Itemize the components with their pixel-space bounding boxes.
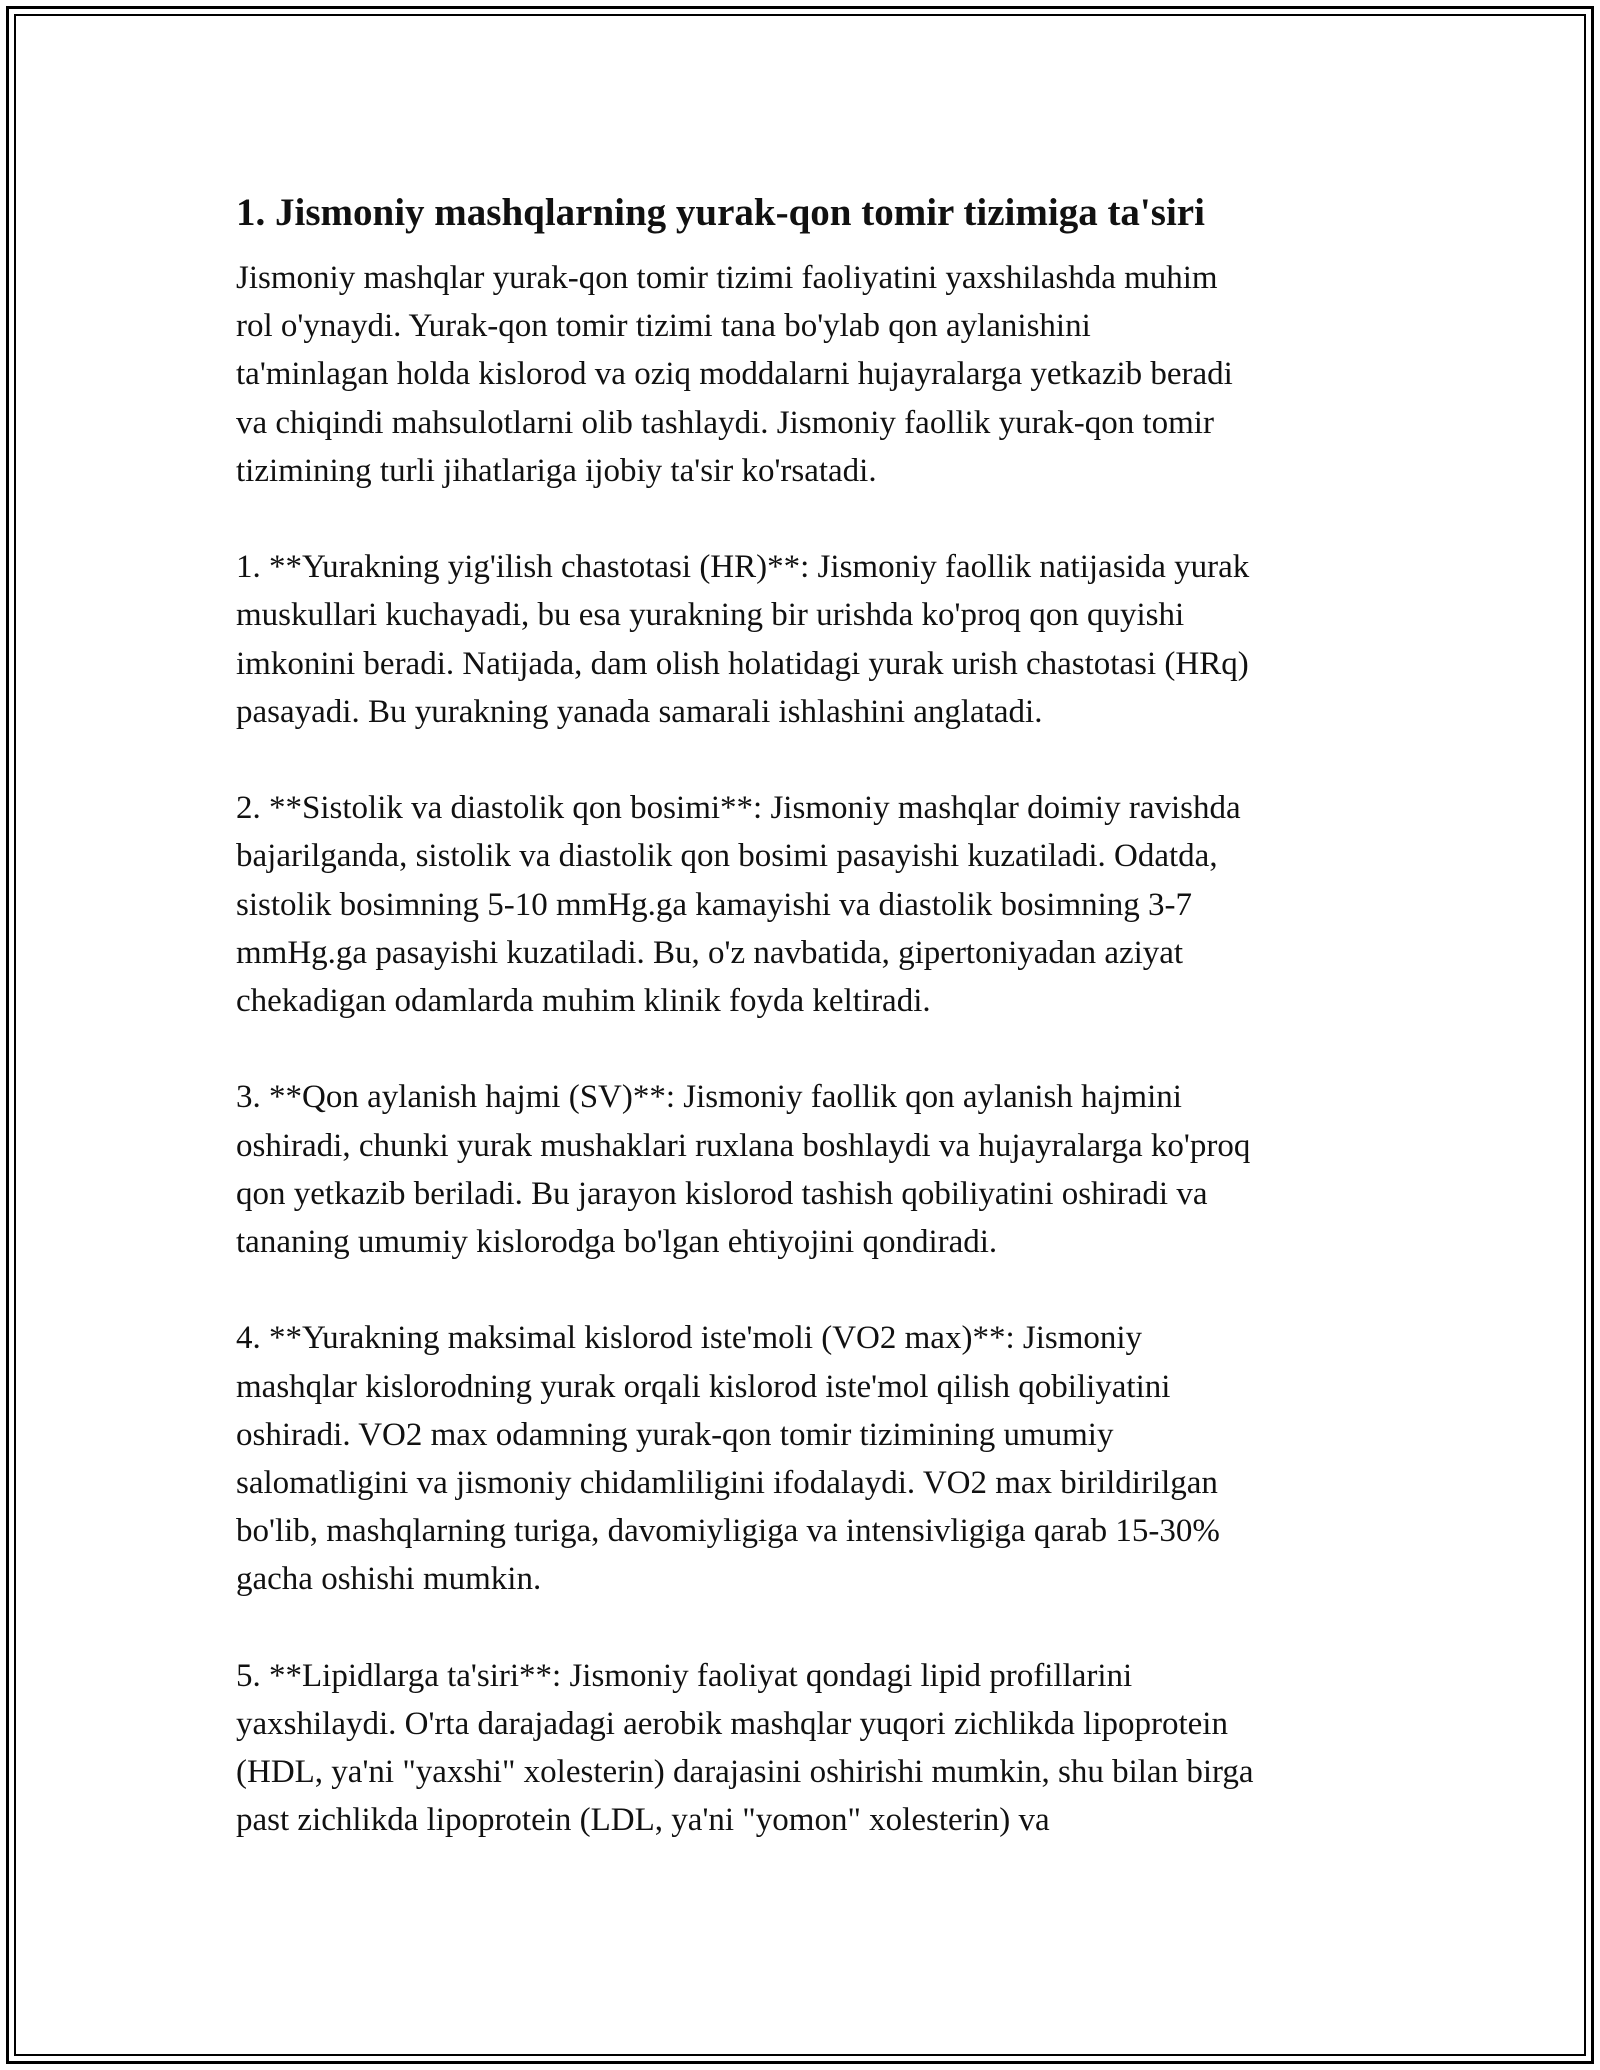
blood-pressure-paragraph: 2. **Sistolik va diastolik qon bosimi**: Jismoniy mashqlar doimiy ravishda bajarilganda, sistolik va diastolik qon bosimi pasayishi kuzatiladi. Odatda, sistolik bosimning 5-10 mmHg.ga kamayishi va diastolik bosimning 3-7 mmHg.ga pasayishi kuzatiladi. Bu, o'z navbatida, gipertoniyadan aziyat chekadigan odamlarda muhim klinik foyda keltiradi. [236,790,1241,1020]
vo2-max-paragraph: 4. **Yurakning maksimal kislorod iste'moli (VO2 max)**: Jismoniy mashqlar kislorodning yurak orqali kislorod iste'mol qilish qobiliyatini oshiradi. VO2 max odamning yurak-qon tomir tizimining umumiy salomatligini va jismoniy chidamliligini ifodalaydi. VO2 max birildirilgan bo'lib, mashqlarning turiga, davomiyligiga va intensivligiga qarab 15-30% gacha oshishi mumkin. [236,1320,1220,1598]
lipids-paragraph: 5. **Lipidlarga ta'siri**: Jismoniy faoliyat qondagi lipid profillarini yaxshilaydi. O'rta darajadagi aerobik mashqlar yuqori zichlikda lipoprotein (HDL, ya'ni "yaxshi" xolesterin) darajasini oshirishi mumkin, shu bilan birga past zichlikda lipoprotein (LDL, ya'ni "yomon" xolesterin) va [236,1657,1254,1839]
intro-paragraph: Jismoniy mashqlar yurak-qon tomir tizimi faoliyatini yaxshilashda muhim rol o'ynaydi. Yurak-qon tomir tizimi tana bo'ylab qon aylanishini ta'minlagan holda kislorod va oziq moddalarni hujayralarga yetkazib beradi va chiqindi mahsulotlarni olib tashlaydi. Jismoniy faollik yurak-qon tomir tizimining turli jihatlariga ijobiy ta'sir ko'rsatadi. [236,260,1233,489]
document-body [236,182,1376,1845]
heart-rate-paragraph: 1. **Yurakning yig'ilish chastotasi (HR)**: Jismoniy faollik natijasida yurak muskullari kuchayadi, bu esa yurakning bir urishda ko'proq qon quyishi imkonini beradi. Natijada, dam olish holatidagi yurak urish chastotasi (HRq) pasayadi. Bu yurakning yanada samarali ishlashini anglatadi. [236,549,1250,730]
stroke-volume-paragraph: 3. **Qon aylanish hajmi (SV)**: Jismoniy faollik qon aylanish hajmini oshiradi, chunki yurak mushaklari ruxlana boshlaydi va hujayralarga ko'proq qon yetkazib beriladi. Bu jarayon kislorod tashish qobiliyatini oshiradi va tananing umumiy kislorodga bo'lgan ehtiyojini qondiradi. [236,1079,1251,1261]
page-title: 1. Jismoniy mashqlarning yurak-qon tomir tizimiga ta'siri [236,191,1205,234]
